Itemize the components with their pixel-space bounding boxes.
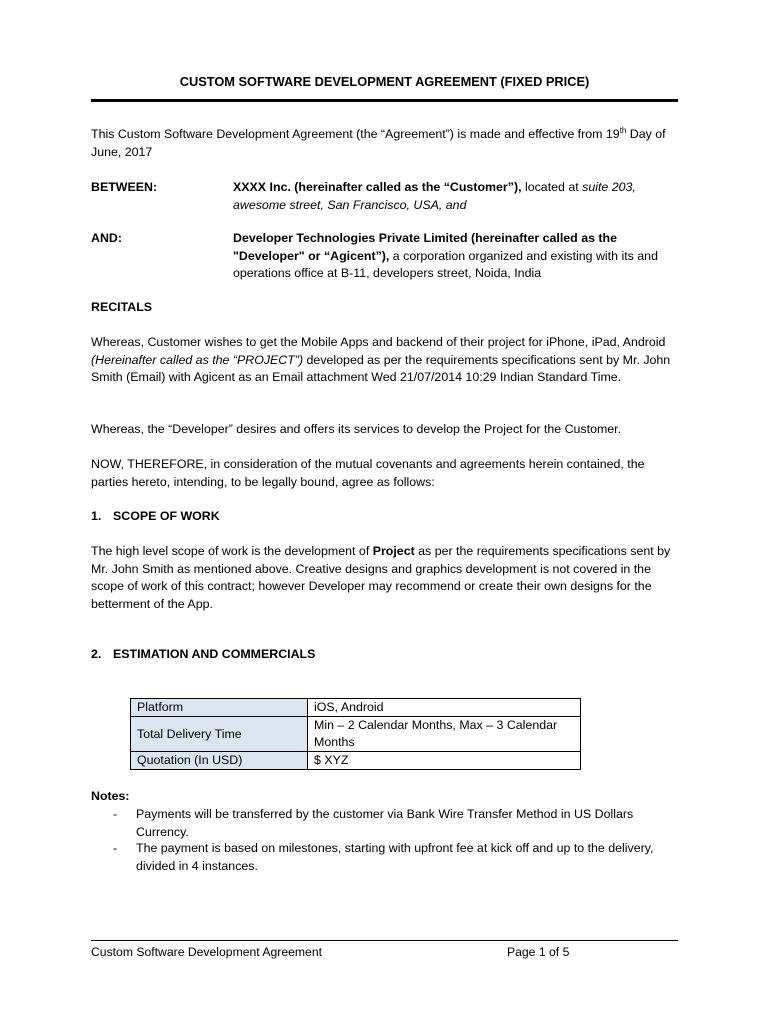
recitals-heading: RECITALS [91,300,153,314]
recitals-paragraph-3: NOW, THEREFORE, in consideration of the mutual covenants and agreements herein contained, the parties hereto, intending, to be legally bound, agree as follows: [91,457,645,489]
list-item [91,840,678,876]
bullet-dash: - [113,807,118,821]
recitals-paragraph-2: Whereas, the “Developer” desires and offers its services to develop the Project for the Customer. [91,422,622,436]
customer-address: suite 203, awesome street, San Francisco, USA, and [233,180,636,212]
recitals-p1-text: Whereas, Customer wishes to get the Mobile Apps and backend of their project for iPhone, iPad, Android [91,335,666,349]
between-party [233,179,678,214]
footer-title: Custom Software Development Agreement [91,945,322,959]
table-value-cell: Min – 2 Calendar Months, Max – 3 Calendar Months [308,717,581,752]
section-1-title: SCOPE OF WORK [113,509,220,523]
estimation-table [130,698,581,770]
section-1-heading [91,508,220,526]
developer-details: a corporation organized and existing with its and operations office at B-11, developers street, Noida, India [233,248,658,281]
customer-name: XXXX Inc. (hereinafter called as the “Customer”), [233,180,522,194]
bullet-dash: - [113,841,118,855]
list-item [91,806,678,842]
table-label-cell: Total Delivery Time [131,717,308,752]
project-definition: (Hereinafter called as the “PROJECT”) [91,352,304,367]
footer-divider [91,940,678,941]
scope-text-end: as per the requirements specifications sent by Mr. John Smith as mentioned above. Creative designs and graphics development is not covered in the scope of work of this contract; however Developer may recommend or create their own designs for the betterment of the App. [91,544,671,611]
section-2-heading [91,646,315,664]
page-number: Page 1 of 5 [507,945,570,959]
note-text: The payment is based on milestones, starting with upfront fee at kick off and up to the delivery, divided in 4 instances. [136,841,654,873]
developer-name: Developer Technologies Private Limited (hereinafter called as the "Developer" or “Agicent”), [233,231,618,263]
project-term: Project [372,544,415,558]
table-label-cell: Quotation (In USD) [131,752,308,770]
scope-paragraph [91,543,678,613]
section-2-number: 2. [91,647,102,661]
table-value-cell: iOS, Android [308,699,581,717]
intro-text: This Custom Software Development Agreement (the “Agreement”) is made and effective from 19 [91,127,620,141]
scope-text: The high level scope of work is the development of [91,544,373,558]
and-label: AND: [91,231,122,245]
ordinal-suffix: th [619,125,627,135]
table-row [131,752,581,770]
section-1-number: 1. [91,509,102,523]
notes-heading: Notes: [91,789,130,803]
section-2-title: ESTIMATION AND COMMERCIALS [113,647,316,661]
document-title: CUSTOM SOFTWARE DEVELOPMENT AGREEMENT (FIXED PRICE) [179,74,590,89]
and-party [233,230,678,283]
intro-text-end: Day of June, 2017 [91,127,666,159]
recitals-p1-text-end: developed as per the requirements specifications sent by Mr. John Smith (Email) with Agicent as an Email attachment Wed 21/07/2014 10:29 Indian Standard Time. [91,352,671,385]
table-value-cell: $ XYZ [308,752,581,770]
recitals-paragraph-1 [91,334,678,387]
title-underline [91,99,678,102]
table-row [131,699,581,717]
table-label-cell: Platform [131,699,308,717]
intro-paragraph [91,126,678,161]
between-label: BETWEEN: [91,180,158,194]
located-text: located at [521,180,583,194]
note-text: Payments will be transferred by the customer via Bank Wire Transfer Method in US Dollars Currency. [136,807,634,839]
table-row [131,717,581,752]
